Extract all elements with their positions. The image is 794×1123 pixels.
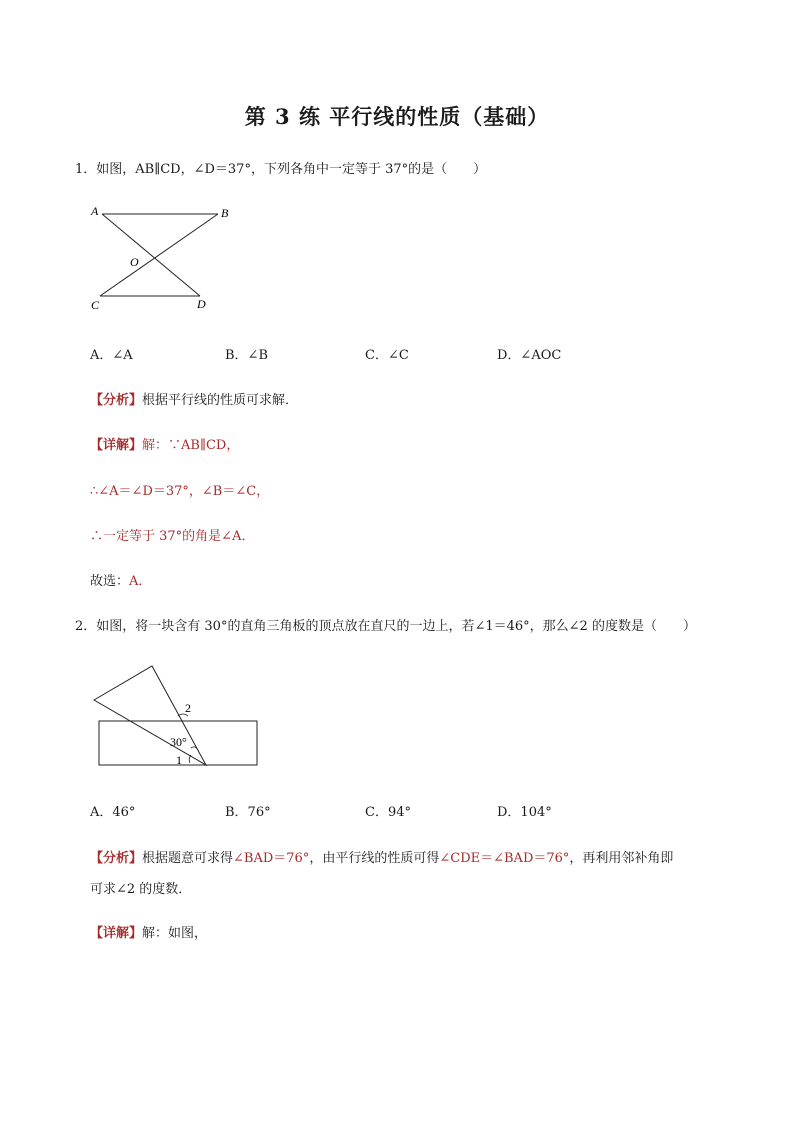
- q1-figure: [82, 198, 252, 318]
- q1-analysis-tag: 【分析】: [90, 393, 143, 408]
- q2-option-c: C．94°: [365, 805, 411, 820]
- angle-30-arc: [191, 747, 198, 750]
- label-angle-1: 1: [176, 753, 182, 767]
- label-d: D: [197, 297, 206, 311]
- q1-option-d: D．∠AOC: [497, 348, 562, 363]
- q2-analysis-p2: ，由平行线的性质可得: [309, 851, 440, 866]
- q1-detail-text: 解：∵AB∥CD，: [142, 438, 240, 453]
- q1-analysis: [90, 389, 298, 408]
- q1-option-b: B．∠B: [225, 348, 268, 363]
- q2-option-d: D．104°: [497, 805, 552, 820]
- label-c: C: [91, 298, 100, 312]
- q2-analysis-p3: ，再利用邻补角即: [569, 851, 674, 866]
- q1-answer-prefix: 故选：: [90, 574, 130, 589]
- q2-analysis-line2: 可求∠2 的度数．: [90, 882, 192, 897]
- q1-option-a: A．∠A: [90, 348, 133, 363]
- q1-detail-tag: 【详解】: [90, 438, 143, 453]
- q2-option-a: A．46°: [90, 805, 136, 820]
- q1-stem: 1．如图，AB∥CD，∠D＝37°，下列各角中一定等于 37°的是（ ）: [75, 162, 487, 177]
- q1-detail: [90, 434, 239, 453]
- q1-solution-line2: ∴一定等于 37°的角是∠A．: [90, 529, 255, 544]
- q1-option-c: C．∠C: [365, 348, 409, 363]
- q2-stem: 2．如图，将一块含有 30°的直角三角板的顶点放在直尺的一边上，若∠1＝46°，那么∠2 的度数是（ ）: [75, 619, 696, 634]
- segment-bc: [100, 214, 218, 296]
- label-o: O: [130, 255, 139, 269]
- q2-analysis-p1: 根据题意可求得: [142, 851, 234, 866]
- q1-analysis-text: 根据平行线的性质可求解．: [142, 393, 299, 408]
- q1-solution-line1: ∴∠A＝∠D＝37°，∠B＝∠C，: [90, 484, 270, 499]
- q2-analysis-tag: 【分析】: [90, 851, 143, 866]
- page-title: 第 3 练 平行线的性质（基础）: [244, 104, 550, 129]
- q2-analysis-e2: ∠CDE＝∠BAD＝76°: [439, 851, 570, 866]
- q2-analysis-e1: ∠BAD＝76°: [233, 851, 310, 866]
- label-angle-2: 2: [185, 701, 191, 715]
- q2-detail-text: 解：如图，: [142, 926, 208, 941]
- label-angle-30: 30°: [170, 735, 187, 749]
- q2-figure: [90, 660, 265, 770]
- q1-answer: [90, 570, 151, 589]
- q2-option-b: B．76°: [225, 805, 271, 820]
- q2-analysis-line1: [90, 847, 673, 866]
- segment-ad: [102, 214, 200, 296]
- q2-detail-tag: 【详解】: [90, 926, 143, 941]
- q1-answer-value: A．: [129, 574, 152, 589]
- triangle-ruler: [94, 666, 206, 765]
- label-b: B: [221, 206, 229, 220]
- label-a: A: [91, 204, 99, 218]
- q2-detail: [90, 922, 207, 941]
